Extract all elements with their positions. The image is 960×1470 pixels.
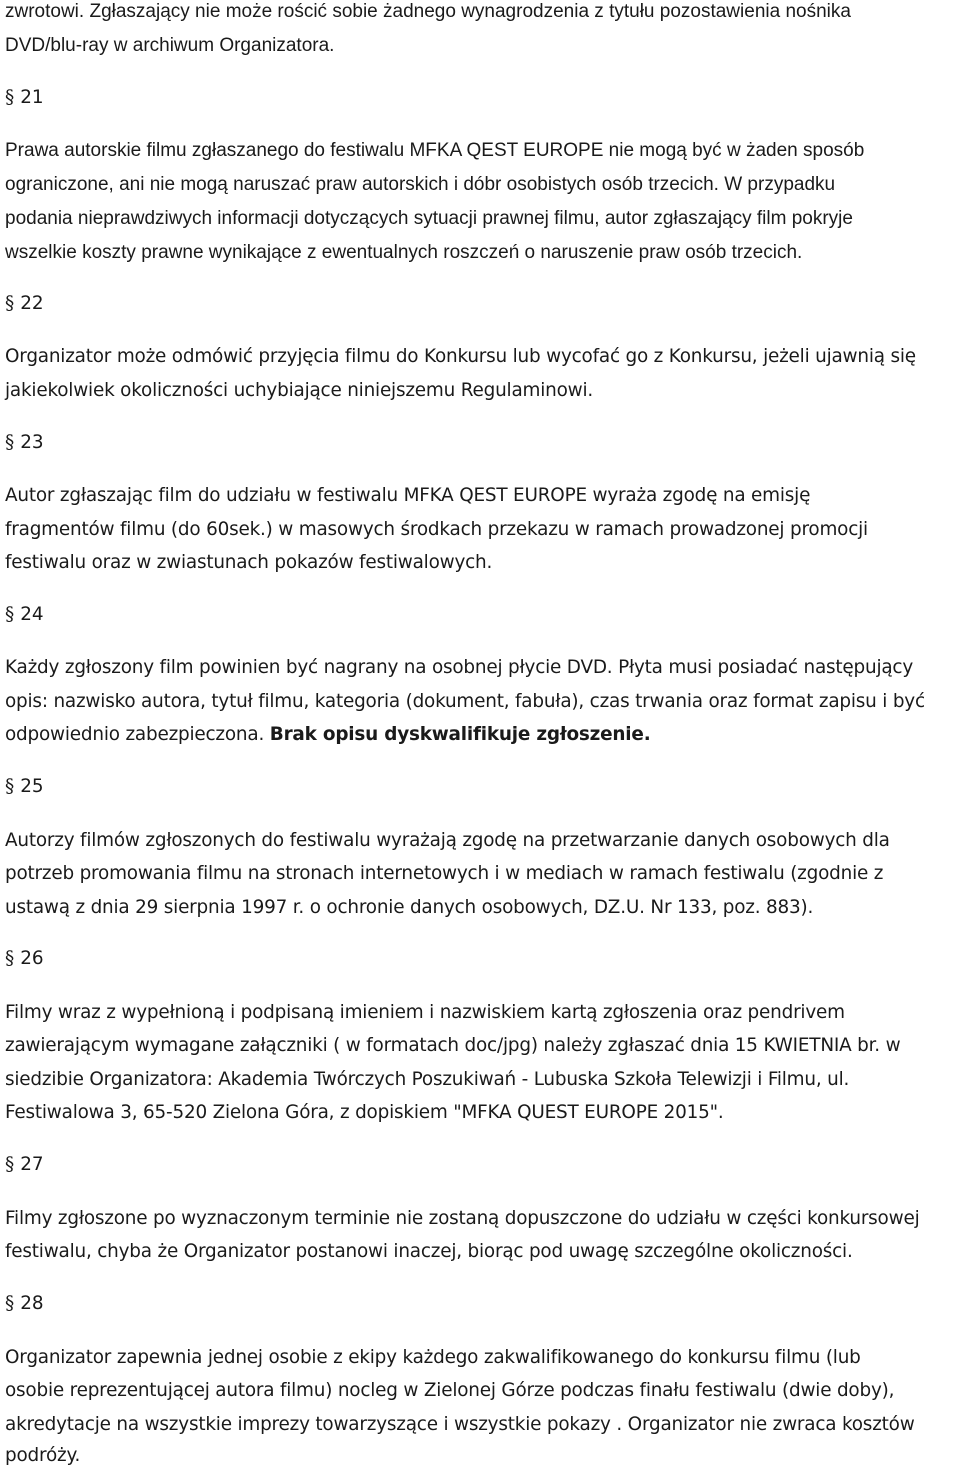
section-number: 28 bbox=[20, 1293, 44, 1314]
text-line: osobie reprezentującej autora filmu) nocleg w Zielonej Górze podczas finału festiwalu (dwie doby), bbox=[5, 1380, 895, 1401]
text-line: potrzeb promowania filmu na stronach internetowych i w mediach w ramach festiwalu (zgodnie z bbox=[5, 863, 884, 884]
section-number: 21 bbox=[20, 87, 44, 108]
section-heading-28 bbox=[5, 1291, 44, 1317]
text-line: Każdy zgłoszony film powinien być nagrany na osobnej płycie DVD. Płyta musi posiadać następujący bbox=[5, 657, 914, 678]
section-sign: § bbox=[5, 776, 15, 797]
text-line: zwrotowi. Zgłaszający nie może rościć sobie żadnego wynagrodzenia z tytułu pozostawienia nośnika bbox=[5, 1, 851, 22]
text-line: siedzibie Organizatora: Akademia Twórczych Poszukiwań - Lubuska Szkoła Telewizji i Filmu, ul. bbox=[5, 1069, 850, 1090]
text-line: festiwalu oraz w zwiastunach pokazów festiwalowych. bbox=[5, 552, 493, 573]
text-line: podania nieprawdziwych informacji dotyczących sytuacji prawnej filmu, autor zgłaszający film pokryje bbox=[5, 208, 853, 229]
text-line: Filmy zgłoszone po wyznaczonym terminie nie zostaną dopuszczone do udziału w części konkursowej bbox=[5, 1208, 920, 1229]
text-line: ograniczone, ani nie mogą naruszać praw autorskich i dóbr osobistych osób trzecich. W przypadku bbox=[5, 174, 836, 195]
section-number: 25 bbox=[20, 776, 44, 797]
text-line: podróży. bbox=[5, 1445, 81, 1466]
section-number: 27 bbox=[20, 1154, 44, 1175]
emphasis-text: Brak opisu dyskwalifikuje zgłoszenie. bbox=[269, 724, 651, 745]
text-line: Organizator zapewnia jednej osobie z ekipy każdego zakwalifikowanego do konkursu filmu (lub bbox=[5, 1347, 861, 1368]
text-line: Prawa autorskie filmu zgłaszanego do festiwalu MFKA QEST EUROPE nie mogą być w żaden sposób bbox=[5, 140, 865, 161]
text-line: opis: nazwisko autora, tytuł filmu, kategoria (dokument, fabuła), czas trwania oraz format zapisu i być bbox=[5, 691, 925, 712]
text-line: festiwalu, chyba że Organizator postanowi inaczej, biorąc pod uwagę szczególne okoliczności. bbox=[5, 1241, 853, 1262]
text-segment: odpowiednio zabezpieczona. bbox=[5, 724, 270, 745]
section-heading-27 bbox=[5, 1152, 44, 1178]
section-number: 26 bbox=[20, 948, 44, 969]
section-sign: § bbox=[5, 604, 15, 625]
section-heading-25 bbox=[5, 774, 44, 800]
section-sign: § bbox=[5, 948, 15, 969]
section-number: 24 bbox=[20, 604, 44, 625]
text-line: wszelkie koszty prawne wynikające z ewentualnych roszczeń o naruszenie praw osób trzecich. bbox=[5, 242, 803, 263]
text-line: zawierającym wymagane załączniki ( w formatach doc/jpg) należy zgłaszać dnia 15 KWIETNIA br. w bbox=[5, 1035, 901, 1056]
text-line: Autor zgłaszając film do udziału w festiwalu MFKA QEST EUROPE wyraża zgodę na emisję bbox=[5, 485, 811, 506]
section-sign: § bbox=[5, 1154, 15, 1175]
section-heading-24 bbox=[5, 602, 44, 628]
section-heading-23 bbox=[5, 430, 44, 456]
text-line: akredytacje na wszystkie imprezy towarzyszące i wszystkie pokazy . Organizator nie zwraca kosztów bbox=[5, 1414, 915, 1435]
section-number: 22 bbox=[20, 293, 44, 314]
text-line: ustawą z dnia 29 sierpnia 1997 r. o ochronie danych osobowych, DZ.U. Nr 133, poz. 883). bbox=[5, 897, 814, 918]
section-heading-21 bbox=[5, 85, 44, 111]
section-heading-26 bbox=[5, 946, 44, 972]
section-sign: § bbox=[5, 87, 15, 108]
text-line: Filmy wraz z wypełnioną i podpisaną imieniem i nazwiskiem kartą zgłoszenia oraz pendrivem bbox=[5, 1002, 845, 1023]
text-line: Organizator może odmówić przyjęcia filmu do Konkursu lub wycofać go z Konkursu, jeżeli ujawnią się bbox=[5, 346, 916, 367]
section-heading-22 bbox=[5, 291, 44, 317]
text-line: jakiekolwiek okoliczności uchybiające niniejszemu Regulaminowi. bbox=[5, 380, 594, 401]
text-line bbox=[5, 722, 650, 748]
text-line: fragmentów filmu (do 60sek.) w masowych środkach przekazu w ramach prowadzonej promocji bbox=[5, 519, 868, 540]
text-line: Festiwalowa 3, 65-520 Zielona Góra, z dopiskiem "MFKA QUEST EUROPE 2015". bbox=[5, 1102, 724, 1123]
text-line: Autorzy filmów zgłoszonych do festiwalu wyrażają zgodę na przetwarzanie danych osobowych dla bbox=[5, 830, 890, 851]
section-sign: § bbox=[5, 432, 15, 453]
section-sign: § bbox=[5, 293, 15, 314]
text-line: DVD/blu-ray w archiwum Organizatora. bbox=[5, 35, 335, 56]
section-number: 23 bbox=[20, 432, 44, 453]
section-sign: § bbox=[5, 1293, 15, 1314]
